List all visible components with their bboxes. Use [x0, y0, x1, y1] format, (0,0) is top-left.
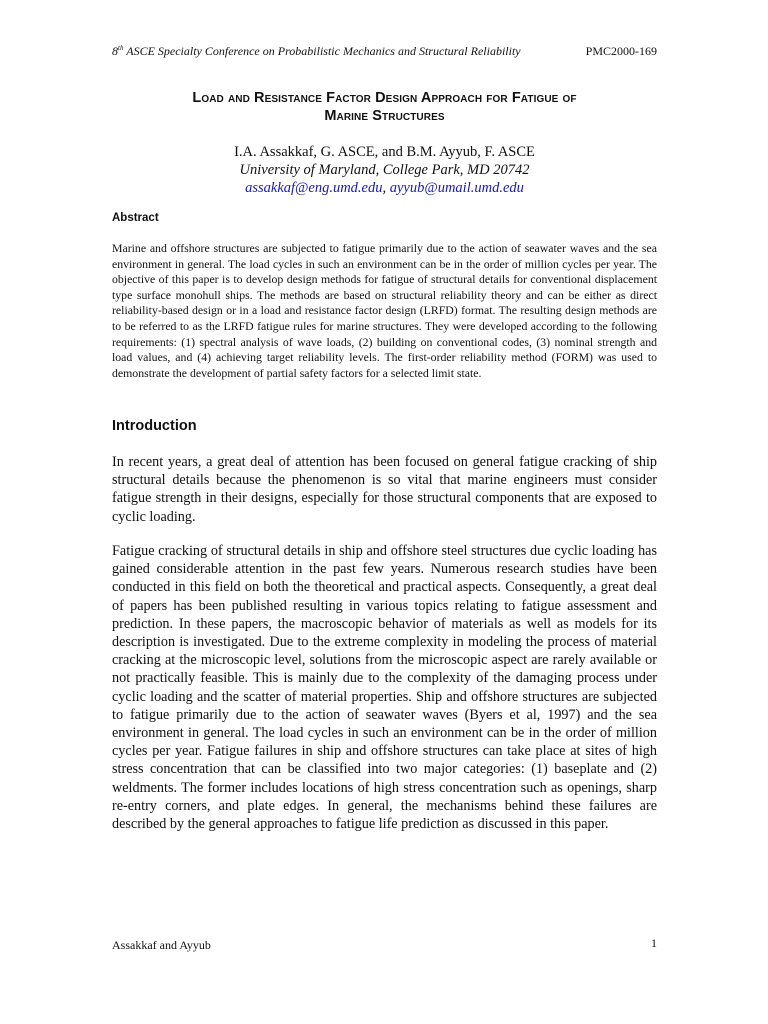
running-header: [112, 44, 657, 62]
paper-id: PMC2000-169: [585, 44, 657, 58]
page-number: 1: [651, 936, 657, 950]
email-link-assakkaf[interactable]: assakkaf@eng.umd.edu: [245, 180, 383, 196]
paper-title-line-1: Load and Resistance Factor Design Approach for Fatigue of: [192, 90, 577, 106]
conference-title: ASCE Specialty Conference on Probabilistic Mechanics and Structural Reliability: [123, 44, 521, 58]
author-emails: [112, 179, 657, 197]
paper-title: [112, 89, 657, 125]
email-link-ayyub[interactable]: ayyub@umail.umd.edu: [389, 180, 524, 196]
abstract-heading: Abstract: [112, 212, 159, 224]
author-affiliation: University of Maryland, College Park, MD 20742: [239, 162, 530, 178]
footer-authors: Assakkaf and Ayyub: [112, 938, 211, 952]
introduction-heading: Introduction: [112, 418, 197, 434]
conference-number: 8: [112, 44, 118, 58]
introduction-paragraph-1: In recent years, a great deal of attention has been focused on general fatigue cracking of ship structural details because the phenomenon is so vital that marine engineers must consider fatigue strength in their designs, especially for those structural components that are exposed to cyclic loading.: [112, 454, 657, 525]
introduction-paragraph-2: Fatigue cracking of structural details in ship and offshore steel structures due cyclic loading has gained considerable attention in the past few years. Numerous research studies have been conducted in this field on both the theoretical and practical aspects. Consequently, a great deal of papers has been published resulting in various topics relating to fatigue assessment and prediction. In these papers, the macroscopic behavior of materials as well as models for its description is investigated. Due to the extreme complexity in modeling the process of material cracking at the microscopic level, solutions from the microscopic aspect are rarely available or not practically feasible. This is mainly due to the complexity of the damaging process under cyclic loading and the scatter of material properties. Ship and offshore structures are subjected to fatigue primarily due to the action of seawater waves (Byers et al, 1997) and the sea environment in general. The load cycles in such an environment can be in the order of million cycles per year. Fatigue failures in ship and offshore structures can take place at sites of high stress concentration that can be classified into two major categories: (1) baseplate and (2) weldments. The former includes locations of high stress concentration such as openings, sharp re-entry corners, and plate edges. In general, the mechanisms behind these failures are described by the general approaches to fatigue life prediction as discussed in this paper.: [112, 543, 657, 833]
paper-title-line-2: Marine Structures: [324, 108, 445, 124]
conference-ordinal-suffix: th: [118, 44, 124, 52]
conference-name: [112, 44, 521, 59]
abstract-text: Marine and offshore structures are subjected to fatigue primarily due to the action of seawater waves and the sea environment in general. The load cycles in such an environment can be in the order of million cycles per year. The objective of this paper is to develop design methods for fatigue of structural details for conventional displacement type surface monohull ships. The methods are based on structural reliability theory and can be either as direct reliability-based design or in a load and resistance factor design (LRFD) format. The resulting design methods are to be referred to as the LRFD fatigue rules for marine structures. They were developed according to the following requirements: (1) spectral analysis of wave loads, (2) building on conventional codes, (3) nominal strength and load values, and (4) achieving target reliability levels. The first-order reliability method (FORM) was used to demonstrate the development of partial safety factors for a selected limit state.: [112, 241, 657, 380]
email-separator: ,: [382, 180, 390, 196]
author-list: I.A. Assakkaf, G. ASCE, and B.M. Ayyub, F. ASCE: [234, 144, 535, 160]
